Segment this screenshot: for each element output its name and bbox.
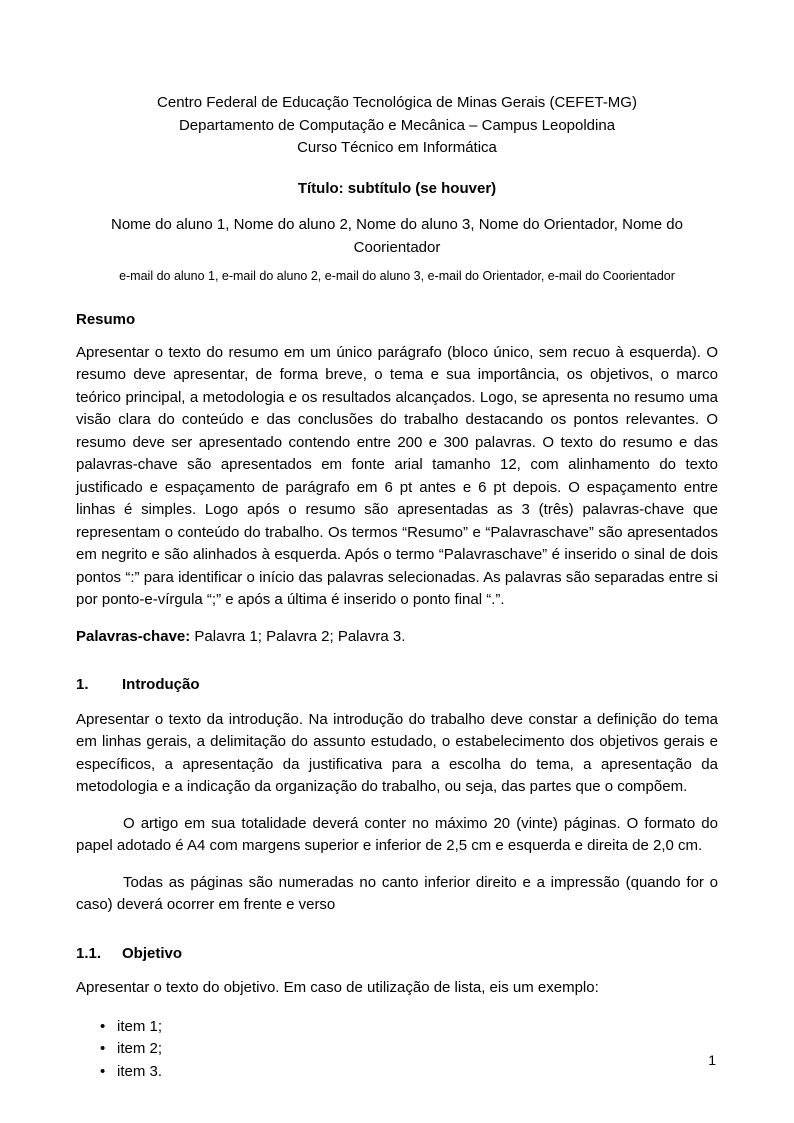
introducao-paragraph-2: O artigo em sua totalidade deverá conter no máximo 20 (vinte) páginas. O formato do papel adotado é A4 com margens superior e inferior de 2,5 cm e esquerda e direita de 2,0 cm. (76, 814, 718, 854)
department-line: Departamento de Computação e Mecânica – Campus Leopoldina (178, 116, 616, 134)
section-heading-introducao (76, 674, 718, 697)
document-title: Título: subtítulo (se houver) (297, 179, 497, 197)
list-item: • item 1; (100, 1016, 718, 1039)
list-item: • item 3. (100, 1061, 718, 1084)
section-label: Introdução (122, 676, 200, 693)
resumo-paragraph: Apresentar o texto do resumo em um único parágrafo (bloco único, sem recuo à esquerda). O resumo deve apresentar, de forma breve, o tema e sua importância, os objetivos, o marco teórico principal, a metodologia e os resultados alcançados. Logo, se apresenta no resumo uma visão clara do conteúdo e das conclusões do trabalho destacando os pontos relevantes. O resumo deve ser apresentado contendo entre 200 e 300 palavras. O texto do resumo e das palavras-chave são apresentados em fonte arial tamanho 12, com alinhamento do texto justificado e espaçamento de parágrafo em 6 pt antes e 6 pt depois. O espaçamento entre linhas é simples. Logo após o resumo são apresentadas as 3 (três) palavras-chave que representam o conteúdo do trabalho. Os termos “Resumo” e “Palavraschave” são apresentados em negrito e são alinhados à esquerda. Após o termo “Palavraschave” é inserido o sinal de dois pontos “:” para identificar o início das palavras selecionadas. As palavras são separadas entre si por ponto-e-vírgula “;” e após a última é inserido o ponto final “.”. (76, 343, 718, 608)
objetivo-paragraph: Apresentar o texto do objetivo. Em caso de utilização de lista, eis um exemplo: (76, 979, 599, 996)
emails-line: e-mail do aluno 1, e-mail do aluno 2, e-mail do aluno 3, e-mail do Orientador, e-mail do Coorientador (119, 269, 675, 283)
keywords-line (76, 626, 718, 649)
introducao-paragraph-1: Apresentar o texto da introdução. Na introdução do trabalho deve constar a definição do tema em linhas gerais, a delimitação do assunto estudado, o estabelecimento dos objetivos gerais e específicos, a apresentação da justificativa para a escolha do tema, a apresentação da metodologia e a indicação da organização do trabalho, ou seja, das partes que o compõem. (76, 710, 718, 795)
objetivo-item-list (100, 1016, 718, 1084)
section-heading-objetivo (76, 943, 718, 966)
page-number: 1 (708, 1051, 716, 1068)
institution-line: Centro Federal de Educação Tecnológica de Minas Gerais (CEFET-MG) (157, 94, 637, 111)
subsection-label: Objetivo (122, 944, 183, 962)
authors-line: Nome do aluno 1, Nome do aluno 2, Nome do aluno 3, Nome do Orientador, Nome do Coorientador (110, 216, 683, 256)
course-line: Curso Técnico em Informática (297, 139, 497, 156)
keywords-text: Palavra 1; Palavra 2; Palavra 3. (190, 627, 406, 645)
subsection-number: 1.1. (76, 944, 102, 962)
document-header (76, 92, 718, 160)
section-number: 1. (76, 676, 89, 693)
list-item: • item 2; (100, 1038, 718, 1061)
resumo-heading: Resumo (76, 311, 136, 328)
keywords-label: Palavras-chave: (76, 627, 191, 645)
introducao-paragraph-3: Todas as páginas são numeradas no canto inferior direito e a impressão (quando for o caso) deverá ocorrer em frente e verso (76, 873, 718, 913)
